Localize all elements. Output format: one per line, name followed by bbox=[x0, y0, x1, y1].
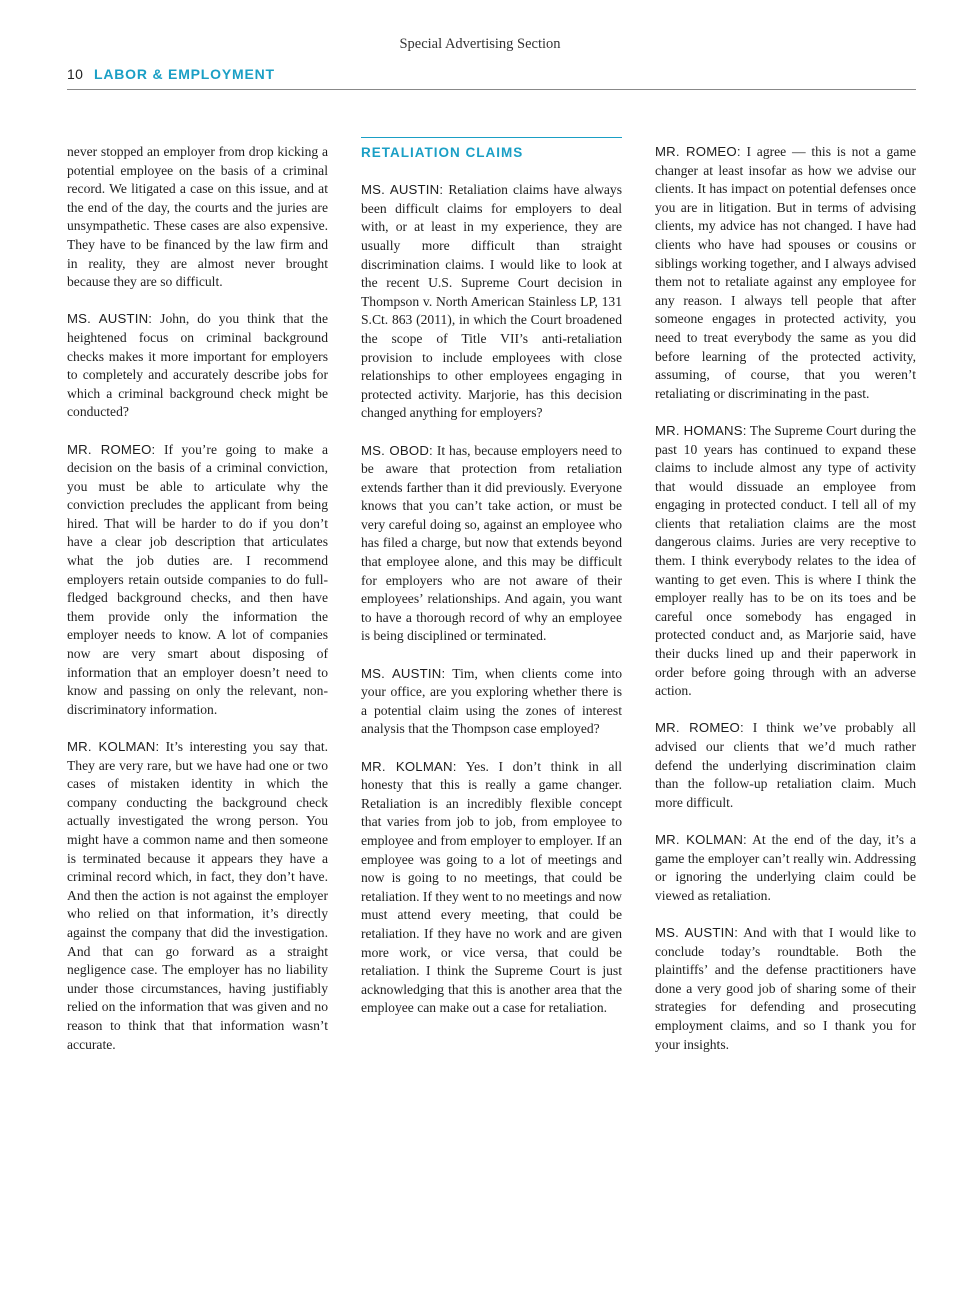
paragraph bbox=[655, 143, 916, 403]
paragraph-text: It has, because employers need to be aware that protection from retaliation extends farther than it did previously. Everyone knows that you can’t take action, or must be very careful doing so, against an employee who has filed a charge, but now that extends beyond that employee alone, and this may be difficult for employers who are not aware of their employees’ relationships. And again, you want to have a thorough record of why an employee is being disciplined or terminated. bbox=[361, 442, 622, 644]
column-3 bbox=[655, 143, 916, 1073]
paragraph bbox=[655, 924, 916, 1054]
speaker-label: MS. AUSTIN: bbox=[67, 311, 153, 327]
section-title: LABOR & EMPLOYMENT bbox=[94, 66, 275, 82]
paragraph-text: never stopped an employer from drop kicking a potential employee on the basis of a criminal record. We litigated a case on this issue, and at the end of the day, the courts and the juries are unsympathetic. These cases are also expensive. They have to be financed by the law firm and in reality, they are almost never brought because they are so difficult. bbox=[67, 144, 328, 290]
paragraph-text: Retaliation claims have always been difficult claims for employers to deal with, or at least in my experience, they are usually more difficult than straight discrimination claims. I would like to look at the recent U.S. Supreme Court decision in Thompson v. North American Stainless LP, 131 S.Ct. 863 (2011), in which the Court broadened the scope of Title VII’s anti-retaliation provision to include employees with close relationships to other employees engaging in protected activity. Marjorie, has this decision changed anything for employers? bbox=[361, 182, 623, 421]
paragraph bbox=[67, 441, 328, 720]
speaker-label: MS. OBOD: bbox=[361, 442, 433, 458]
speaker-label: MR. HOMANS: bbox=[655, 422, 747, 438]
paragraph bbox=[655, 719, 916, 812]
paragraph bbox=[655, 831, 916, 905]
speaker-label: MR. KOLMAN: bbox=[361, 758, 457, 774]
paragraph bbox=[361, 758, 622, 1018]
speaker-label: MR. KOLMAN: bbox=[655, 831, 747, 847]
speaker-label: MR. ROMEO: bbox=[655, 720, 744, 736]
speaker-label: MR. ROMEO: bbox=[67, 441, 156, 457]
page-number: 10 bbox=[67, 66, 84, 82]
paragraph bbox=[361, 665, 622, 739]
paragraph-text: Tim, when clients come into your office, are you exploring whether there is a potential claim using the zones of interest analysis that the Thompson case employed? bbox=[361, 665, 623, 737]
paragraph-text: If you’re going to make a decision on the basis of a criminal conviction, you must be able to articulate why the conviction precludes the applicant from being hired. That will be harder to do if you don’t have a clear job description that articulates what the job duties are. I recommend employers retain outside companies to do full-fledged background checks, and then have them provide only the information the employer needs to know. A lot of companies now are very smart about disposing of information that an employer doesn’t need to know and passing on only the relevant, non-discriminatory information. bbox=[67, 441, 328, 717]
paragraph-text: I agree — this is not a game changer at least insofar as how we advise our clients. It has impact on potential defenses once you are in litigation. But in terms of advising clients, my advice has not changed. I have had clients who have had spouses or cousins or siblings working together, and I always advised them not to retaliate against any employee for any reason. I always tell people that after someone engages in protected activity, you need to treat everybody the same as you did before learning of the protected activity, assuming, of course, that you weren’t retaliating or discriminating in the past. bbox=[655, 144, 916, 401]
speaker-label: MS. AUSTIN: bbox=[361, 665, 446, 681]
paragraph-text: It’s interesting you say that. They are very rare, but we have had one or two cases of mistaken identity in which the company conducting the background check actually investigated the wrong person. You might have a common name and then someone is terminated because it appears they have a criminal record which, in fact, they don’t have. And then the action is not against the employer who relied on that information, it’s directly against the company that did the investigation. And that can go forward as a straight negligence case. The employer has no liability under those circumstances, having justifiably relied on the information that was given and no reason to think that that information wasn’t accurate. bbox=[67, 739, 328, 1052]
paragraph bbox=[67, 143, 328, 292]
running-head: Special Advertising Section bbox=[399, 36, 561, 52]
subhead-rule bbox=[361, 137, 622, 138]
speaker-label: MR. KOLMAN: bbox=[67, 739, 160, 754]
column-2 bbox=[361, 143, 622, 1037]
speaker-label: MS. AUSTIN: bbox=[361, 182, 444, 198]
header-rule bbox=[67, 89, 916, 90]
paragraph bbox=[655, 422, 916, 701]
speaker-label: MS. AUSTIN: bbox=[655, 924, 739, 940]
paragraph bbox=[361, 442, 622, 647]
speaker-label: MR. ROMEO: bbox=[655, 144, 741, 159]
paragraph-text: I think we’ve probably all advised our clients that we’d much rather defend the underlying discrimination claim than the follow-up retaliation claim. Much more difficult. bbox=[655, 720, 916, 810]
paragraph-text: And with that I would like to conclude today’s roundtable. Both the plaintiffs’ and the defense practitioners have done a very good job of sharing some of their strategies for defending and prosecuting employment claims, and so I thank you for your insights. bbox=[655, 924, 916, 1052]
column-1 bbox=[67, 143, 328, 1073]
paragraph bbox=[67, 738, 328, 1054]
subheading: RETALIATION CLAIMS bbox=[361, 145, 524, 160]
paragraph-text: The Supreme Court during the past 10 years has continued to expand these claims to include almost any type of activity that would dissuade an employee from engaging in protected conduct. I tell all of my clients that retaliation claims are the most dangerous claims. Juries are very receptive to them. I think everybody relates to the idea of wanting to get even. This is where I think the employer really has to be on its toes and be careful once somebody has engaged in protected conduct and, as Marjorie said, have their ducks lined up and their paperwork in order before going through with an adverse action. bbox=[655, 422, 916, 699]
paragraph-text: At the end of the day, it’s a game the employer can’t really win. Addressing or ignoring the underlying claim could be viewed as retaliation. bbox=[655, 831, 916, 903]
paragraph-text: Yes. I don’t think in all honesty that this is really a game changer. Retaliation is an incredibly flexible concept that varies from job to job, from employee to employee and from employer to employer. If an employee was going to a lot of meetings and now is going to no meetings, that could be retaliation. If they went to no meetings and now must attend every meeting, that could be retaliation. If they have no work and are given more work, or vice versa, that could be retaliation. I think the Supreme Court is just acknowledging that this is another area that the employee can make out a case for retaliation. bbox=[361, 758, 622, 1016]
paragraph bbox=[361, 181, 622, 423]
paragraph bbox=[67, 310, 328, 422]
paragraph-text: John, do you think that the heightened focus on criminal background checks makes it more important for employers to completely and accurately describe jobs for which a criminal background check might be conducted? bbox=[67, 311, 328, 420]
